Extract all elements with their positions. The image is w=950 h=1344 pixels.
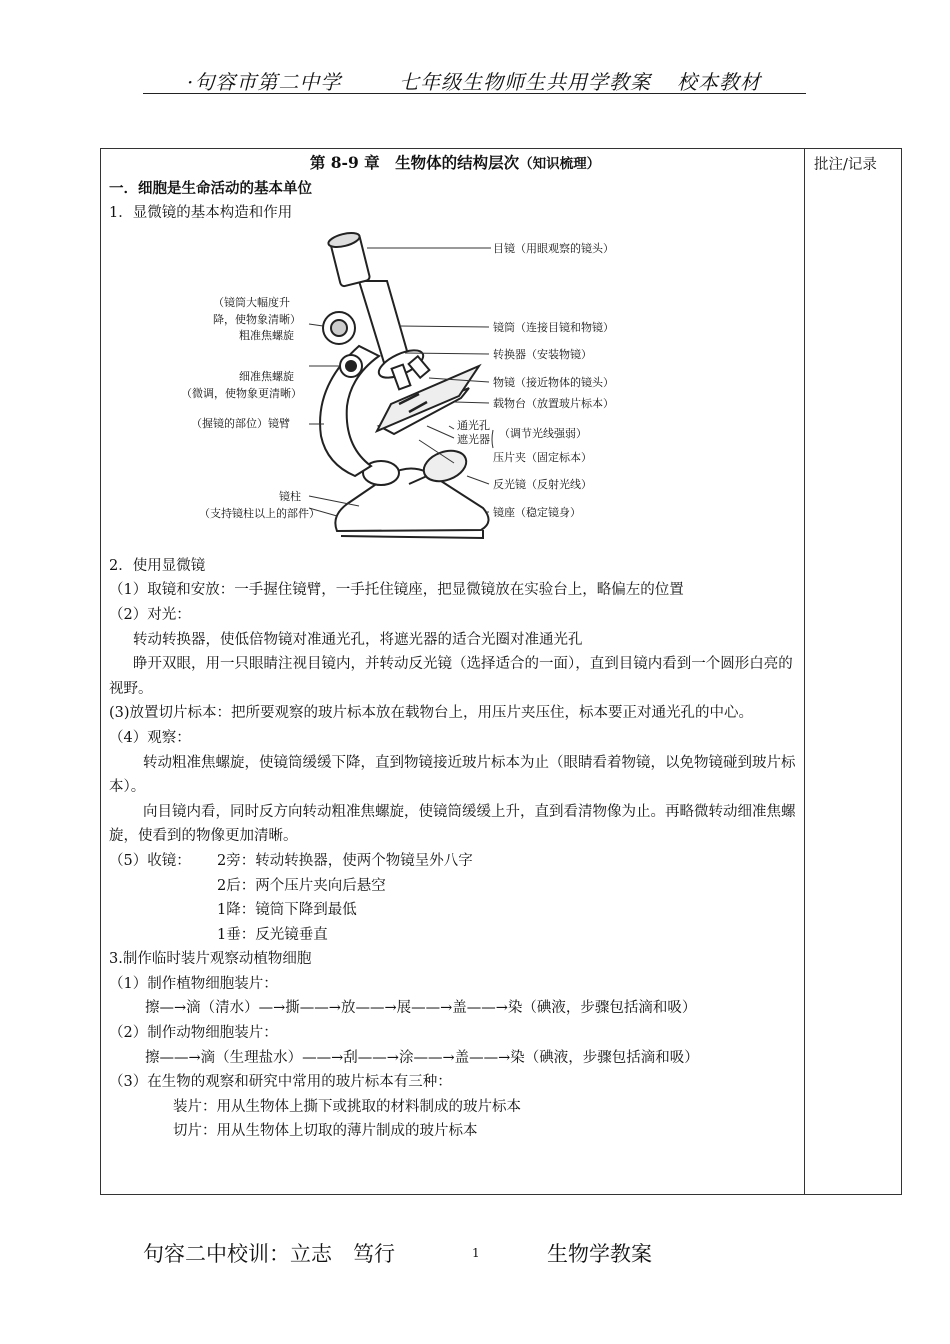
label-fine: 细准焦螺旋 <box>239 369 294 383</box>
page-header <box>143 64 806 94</box>
label-arm: （握镜的部位）镜臂 <box>191 416 290 430</box>
title-text: 第 8-9 章 生物体的结构层次 <box>309 153 520 172</box>
column-divider <box>804 149 805 1194</box>
label-pillar: 镜柱 <box>279 489 301 503</box>
page-title <box>109 151 801 177</box>
microscope-diagram <box>109 226 801 554</box>
label-base: 镜座（稳定镜身） <box>493 505 581 519</box>
slide-types-title: （3）在生物的观察和研究中常用的玻片标本有三种： <box>109 1074 452 1091</box>
header-school: ·句容市第二中学 <box>187 70 342 94</box>
label-aperture: 通光孔 <box>457 418 490 432</box>
slide-type-section: 切片：用从生物体上切取的薄片制成的玻片标本 <box>173 1123 478 1140</box>
subheading-slides: 3.制作临时装片观察动植物细胞 <box>109 951 312 968</box>
label-tube: 镜筒（连接目镜和物镜） <box>493 320 614 334</box>
plant-slide-title: （1）制作植物细胞装片： <box>109 975 278 992</box>
step-5-item: 2后：两个压片夹向后悬空 <box>217 877 386 894</box>
step-5 <box>109 849 801 874</box>
step-4: （4）观察： <box>109 729 191 746</box>
base-shape <box>335 468 488 531</box>
label-stage: 载物台（放置玻片标本） <box>493 396 614 410</box>
subheading-microscope: 1．显微镜的基本构造和作用 <box>109 205 293 222</box>
label-objective: 物镜（接近物体的镜头） <box>493 375 614 389</box>
label-light-note: （调节光线强弱） <box>499 426 587 440</box>
label-converter: 转换器（安装物镜） <box>493 347 592 361</box>
main-column <box>109 149 801 1144</box>
step-3: (3)放置切片标本：把所要观察的玻片标本放在载物台上，用压片夹压住，标本要正对通光孔的中心。 <box>109 705 754 722</box>
label-eyepiece: 目镜（用眼观察的镜头） <box>493 241 614 255</box>
section-heading: 一．细胞是生命活动的基本单位 <box>109 179 312 197</box>
label-mirror: 反光镜（反射光线） <box>493 477 592 491</box>
step-1: （1）取镜和安放：一手握住镜臂，一手托住镜座，把显微镜放在实验台上，略偏左的位置 <box>109 582 684 599</box>
step-4-a: 转动粗准焦螺旋，使镜筒缓缓下降，直到物镜接近玻片标本为止（眼睛看着物镜，以免物镜碰到玻片标本）。 <box>109 754 796 796</box>
microscope-illustration <box>109 226 801 554</box>
header-course: 七年级生物师生共用学教案 <box>399 70 651 94</box>
label-coarse-note-1: （镜筒大幅度升 <box>213 295 290 309</box>
footer-motto: 句容二中校训：立志 笃行 <box>143 1242 395 1266</box>
content-table <box>100 148 902 1195</box>
label-coarse-note-2: 降，使物象清晰） <box>213 312 301 326</box>
step-2-b: 睁开双眼，用一只眼睛注视目镜内，并转动反光镜（选择适合的一面），直到目镜内看到一个圆形白亮的视野。 <box>109 656 793 697</box>
title-suffix: （知识梳理） <box>519 156 601 172</box>
label-coarse: 粗准焦螺旋 <box>239 328 294 342</box>
footer-subject: 生物学教案 <box>547 1242 652 1266</box>
header-material: 校本教材 <box>677 70 761 94</box>
step-5-label: （5）收镜： <box>109 852 191 869</box>
step-2: （2）对光： <box>109 606 191 623</box>
plant-slide-steps: 擦—→滴（清水）—→撕——→放——→展——→盖——→染（碘液，步骤包括滴和吸） <box>145 1000 697 1017</box>
step-2-a: 转动转换器，使低倍物镜对准通光孔，将遮光器的适合光圈对准通光孔 <box>133 631 583 648</box>
step-5-item: 2旁：转动转换器，使两个物镜呈外八字 <box>217 852 473 869</box>
step-4-b: 向目镜内看，同时反方向转动粗准焦螺旋，使镜筒缓缓上升，直到看清物像为止。再略微转动细准焦螺旋，使看到的物像更加清晰。 <box>109 803 796 845</box>
label-clip: 压片夹（固定标本） <box>493 450 592 464</box>
step-5-item: 1降：镜筒下降到最低 <box>217 902 357 919</box>
page-number: 1 <box>472 1246 480 1260</box>
slide-type-mount: 装片：用从生物体上撕下或挑取的材料制成的玻片标本 <box>173 1098 521 1115</box>
label-fine-note: （微调，使物象更清晰） <box>181 386 302 400</box>
animal-slide-steps: 擦——→滴（生理盐水）——→刮——→涂——→盖——→染（碘液，步骤包括滴和吸） <box>145 1049 699 1066</box>
subheading-usage: 2．使用显微镜 <box>109 557 206 574</box>
label-pillar-note: （支持镜柱以上的部件） <box>199 506 320 520</box>
label-diaphragm: 遮光器 <box>457 432 490 446</box>
step-5-item: 1垂：反光镜垂直 <box>217 926 328 943</box>
notes-column-label: 批注/记录 <box>814 157 877 173</box>
animal-slide-title: （2）制作动物细胞装片： <box>109 1025 278 1042</box>
